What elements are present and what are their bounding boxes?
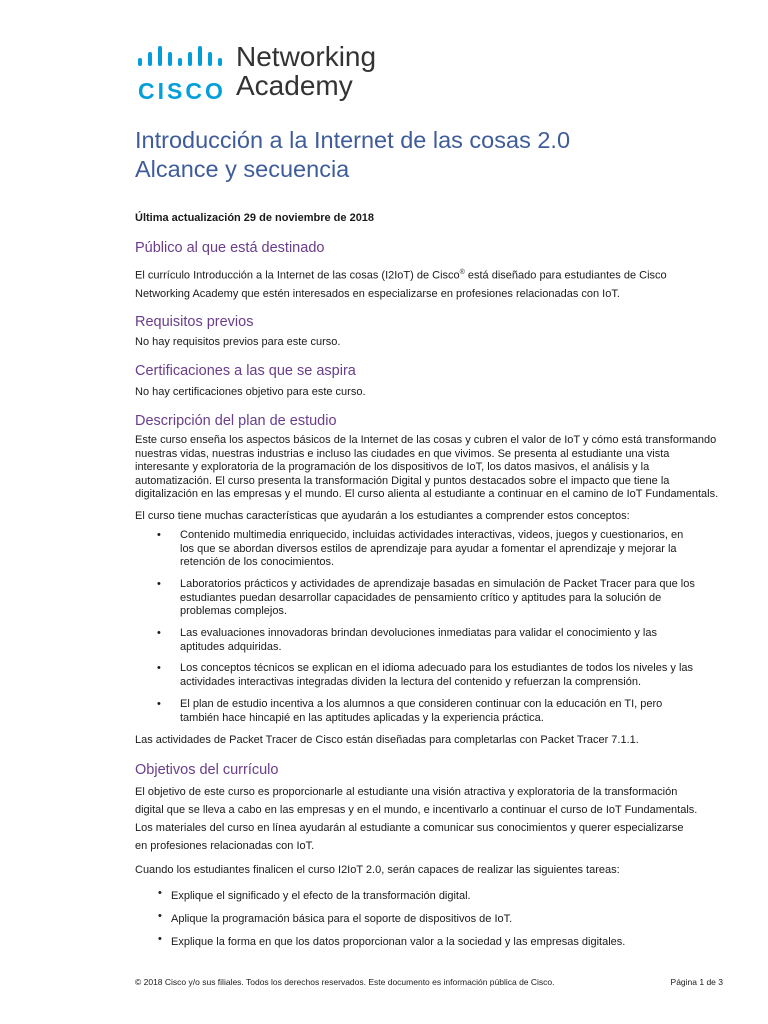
- bullet-icon: •: [157, 662, 161, 674]
- bullet-icon: •: [158, 887, 162, 899]
- task-item: Aplique la programación básica para el soporte de dispositivos de IoT.: [171, 913, 513, 925]
- heading-description: Descripción del plan de estudio: [135, 413, 337, 429]
- bullet-icon: •: [157, 698, 161, 710]
- bullet-icon: •: [157, 578, 161, 590]
- objectives-paragraph: El objetivo de este curso es proporcionarle al estudiante una visión atractiva y exploratoria de la transformación digital que se lleva a cabo en las empresas y en el mundo, e incentivarlo a continuar el curso de IoT Fundamentals. Los materiales del curso en línea ayudarán al estudiante a comunicar sus conocimientos y querer especializarse en profesiones relacionadas con IoT.: [135, 786, 698, 852]
- heading-prerequisites: Requisitos previos: [135, 314, 254, 330]
- description-outro: Las actividades de Packet Tracer de Cisco están diseñadas para completarlas con Packet Tracer 7.1.1.: [135, 734, 639, 746]
- bullet-icon: •: [157, 627, 161, 639]
- task-item: Explique el significado y el efecto de la transformación digital.: [171, 890, 471, 902]
- last-updated: Última actualización 29 de noviembre de 2018: [135, 212, 375, 224]
- cisco-wordmark: CISCO: [138, 78, 226, 104]
- list-item: Contenido multimedia enriquecido, incluidas actividades interactivas, videos, juegos y cuestionarios, en los que se abordan diversos estilos de aprendizaje para ayudar a fomentar el aprendizaje y mejorar la retención de los conocimientos.: [180, 529, 684, 568]
- task-item: Explique la forma en que los datos proporcionan valor a la sociedad y las empresas digitales.: [171, 936, 626, 948]
- list-item: Laboratorios prácticos y actividades de aprendizaje basadas en simulación de Packet Tracer para que los estudiantes puedan desarrollar capacidades de pensamiento crítico y aptitudes para la solución de problemas complejos.: [180, 578, 695, 617]
- list-item: El plan de estudio incentiva a los alumnos a que consideren continuar con la educación en TI, pero también hace hincapié en las aptitudes aplicadas y la experiencia práctica.: [180, 698, 663, 724]
- prerequisites-text: No hay requisitos previos para este curso.: [135, 336, 341, 348]
- heading-audience: Público al que está destinado: [135, 240, 325, 256]
- description-paragraph: Este curso enseña los aspectos básicos de la Internet de las cosas y cubren el valor de IoT y cómo está transformando nuestras vidas, nuestras industrias e incluso las ciudades en que vivimos. Se presenta al estudiante una vista interesante y exploratoria de la programación de los dispositivos de IoT, los datos masivos, el análisis y la automatización. El curso presenta la transformación Digital y puntos destacados sobre el impacto que tiene la digitalización en las empresas y el mundo. El curso alienta al estudiante a continuar en el camino de IoT Fundamentals.: [135, 434, 719, 500]
- networking-academy-wordmark: Networking Academy: [236, 41, 377, 101]
- list-item: Los conceptos técnicos se explican en el idioma adecuado para los estudiantes de todos los niveles y las actividades interactivas integradas dividen la lectura del contenido y refuerzan la comprensión.: [180, 662, 694, 688]
- objectives-intro: Cuando los estudiantes finalicen el curso I2IoT 2.0, serán capaces de realizar las siguientes tareas:: [135, 864, 620, 876]
- document-title: Introducción a la Internet de las cosas 2.0 Alcance y secuencia: [135, 127, 571, 182]
- bullet-icon: •: [158, 910, 162, 922]
- heading-objectives: Objetivos del currículo: [135, 762, 279, 778]
- bullet-icon: •: [157, 529, 161, 541]
- copyright-text: © 2018 Cisco y/o sus filiales. Todos los derechos reservados. Este documento es información pública de Cisco.: [135, 977, 555, 987]
- bullet-icon: •: [158, 933, 162, 945]
- page-number: Página 1 de 3: [670, 977, 723, 987]
- audience-text: El currículo Introducción a la Internet de las cosas (I2IoT) de Cisco® está diseñado para estudiantes de Cisco Networking Academy que estén interesados en especializarse en profesiones relacionadas con IoT.: [135, 269, 667, 300]
- cisco-networking-academy-logo: [138, 42, 388, 104]
- page-footer: [135, 977, 723, 987]
- certifications-text: No hay certificaciones objetivo para este curso.: [135, 386, 366, 398]
- list-item: Las evaluaciones innovadoras brindan devoluciones inmediatas para validar el conocimiento y las aptitudes adquiridas.: [180, 627, 657, 653]
- description-intro: El curso tiene muchas características que ayudarán a los estudiantes a comprender estos conceptos:: [135, 510, 630, 522]
- heading-certifications: Certificaciones a las que se aspira: [135, 363, 356, 379]
